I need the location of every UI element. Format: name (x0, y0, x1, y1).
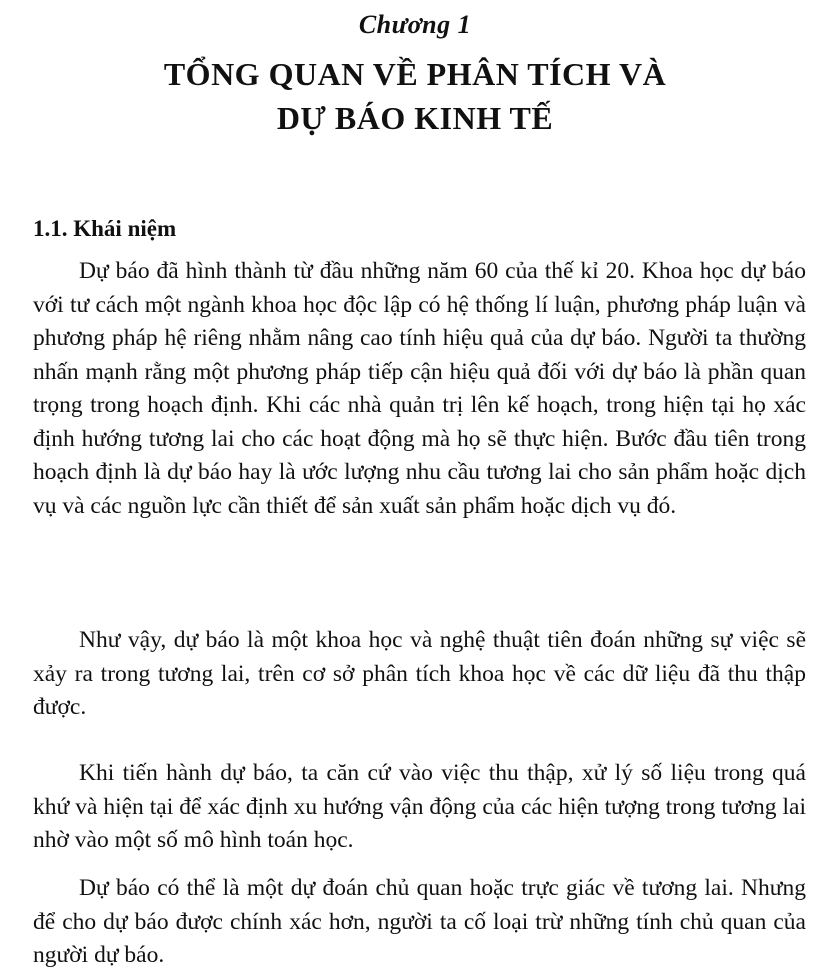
chapter-title-line-1: TỔNG QUAN VỀ PHÂN TÍCH VÀ (163, 56, 667, 92)
paragraph-4: Dự báo có thể là một dự đoán chủ quan hoặc trực giác về tương lai. Nhưng để cho dự báo được chính xác hơn, người ta cố loại trừ những tính chủ quan của người dự báo. (33, 875, 806, 968)
chapter-title (0, 52, 830, 140)
paragraph-3: Khi tiến hành dự báo, ta căn cứ vào việc thu thập, xử lý số liệu trong quá khứ và hiện tại để xác định xu hướng vận động của các hiện tượng trong tương lai nhờ vào một số mô hình toán học. (33, 760, 806, 853)
section-heading: 1.1. Khái niệm (33, 216, 177, 241)
chapter-label: Chương 1 (358, 10, 472, 39)
paragraph-2: Như vậy, dự báo là một khoa học và nghệ thuật tiên đoán những sự việc sẽ xảy ra trong tương lai, trên cơ sở phân tích khoa học về các dữ liệu đã thu thập được. (33, 627, 806, 720)
chapter-title-line-2: DỰ BÁO KINH TẾ (276, 100, 554, 136)
paragraph-1: Dự báo đã hình thành từ đầu những năm 60 của thế kỉ 20. Khoa học dự báo với tư cách một ngành khoa học độc lập có hệ thống lí luận, phương pháp luận và phương pháp hệ riêng nhằm nâng cao tính hiệu quả của dự báo. Người ta thường nhấn mạnh rằng một phương pháp tiếp cận hiệu quả đối với dự báo là phần quan trọng trong hoạch định. Khi các nhà quản trị lên kế hoạch, trong hiện tại họ xác định hướng tương lai cho các hoạt động mà họ sẽ thực hiện. Bước đầu tiên trong hoạch định là dự báo hay là ước lượng nhu cầu tương lai cho sản phẩm hoặc dịch vụ và các nguồn lực cần thiết để sản xuất sản phẩm hoặc dịch vụ đó. (33, 258, 806, 519)
